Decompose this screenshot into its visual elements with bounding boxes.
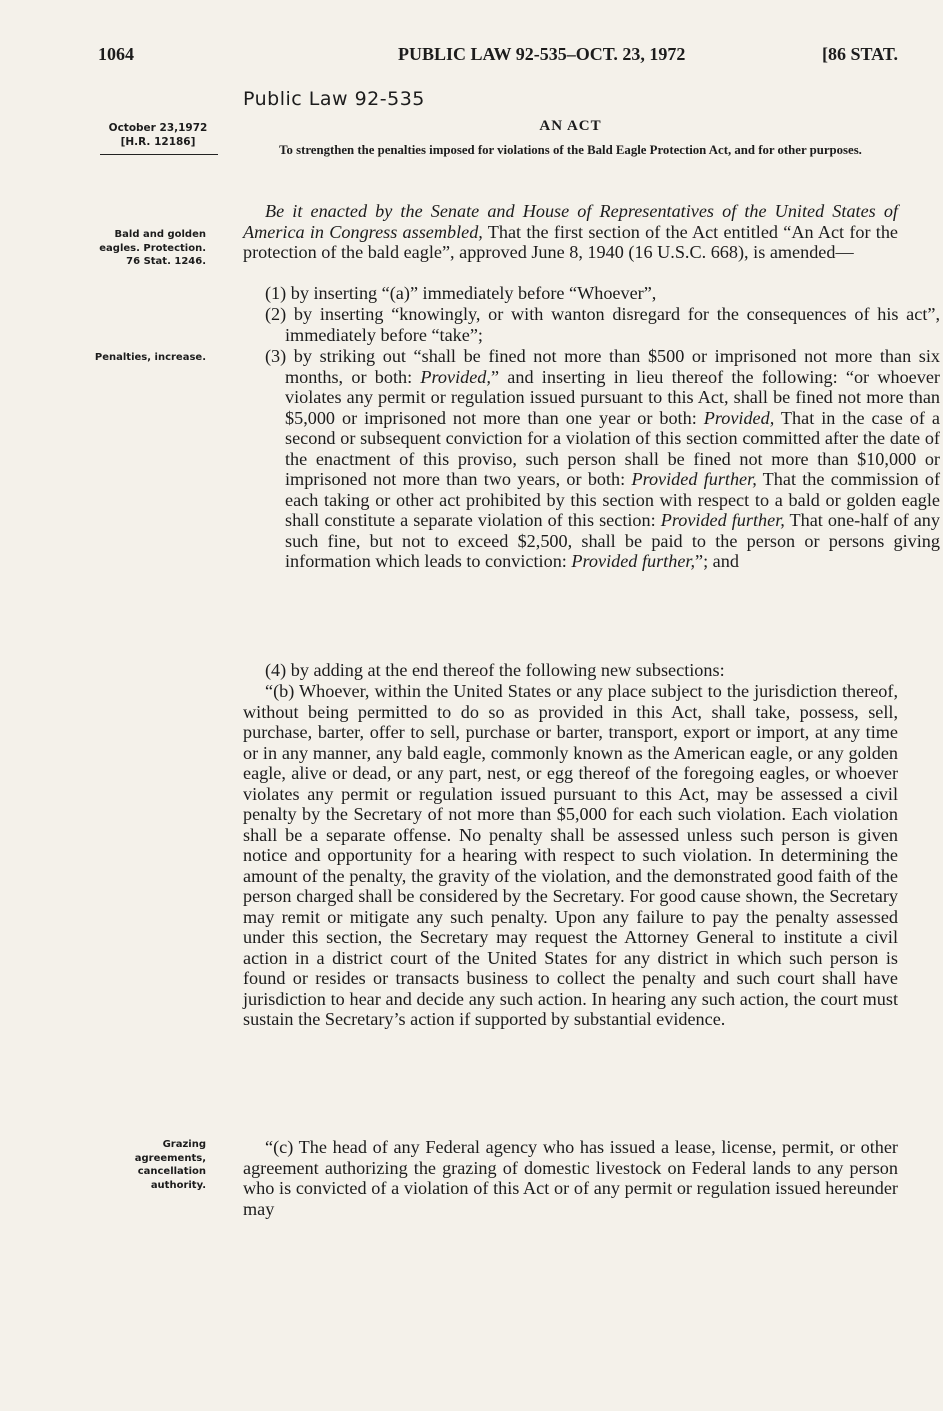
law-title: Public Law 92-535 <box>243 88 425 110</box>
proviso: Provided, <box>703 407 775 428</box>
act-heading: AN ACT <box>539 118 602 134</box>
margin-date: October 23,1972 <box>108 122 208 134</box>
proviso: Provided further, <box>571 551 695 571</box>
margin-bill-number: [H.R. 12186] <box>120 136 196 148</box>
proviso: Provided further, <box>631 469 757 489</box>
amendment-item-4: (4) by adding at the end thereof the following new subsections: <box>265 660 725 680</box>
item3-part: (3) by striking out “shall be fined not more than $500 or imprisoned not more than six months, or both: <box>265 346 940 387</box>
subsection-c: “(c) The head of any Federal agency who has issued a lease, license, permit, or other agreement authorizing the grazing of domestic livestock on Federal lands to any person who is convicted of a violation of this Act or of any permit or regulation issued hereunder may <box>243 1137 898 1219</box>
item3-part: ” and inserting in lieu thereof the following: “or whoever violates any permit or regulation issued pursuant to this Act, shall be fined not more than $5,000 or imprisoned not more than one year or both: <box>285 366 940 428</box>
enacting-clause <box>243 201 898 263</box>
proviso: Provided, <box>420 366 491 387</box>
subsection-b: “(b) Whoever, within the United States or any place subject to the jurisdiction thereof, without being permitted to do so as provided in this Act, shall take, possess, sell, purchase, barter, offer to sell, purchase or barter, transport, export or import, at any time or in any manner, any bald eagle, commonly known as the American eagle, or any golden eagle, alive or dead, or any part, nest, or egg thereof of the foregoing eagles, or whoever violates any permit or regulation issued pursuant to this Act, may be assessed a civil penalty by the Secretary of not more than $5,000 for each such violation. Each violation shall be a separate offense. No penalty shall be assessed unless such person is given notice and opportunity for a hearing with respect to such violation. In determining the amount of the penalty, the gravity of the violation, and the demonstrated good faith of the person charged shall be considered by the Secretary. For good cause shown, the Secretary may remit or mitigate any such penalty. Upon any failure to pay the penalty assessed under this section, the Secretary may request the Attorney General to institute a civil action in a district court of the United States for any district in which such person is found or resides or transacts business to collect the penalty and such court shall have jurisdiction to hear and decide any such action. In hearing any such action, the court must sustain the Secretary’s action if supported by substantial evidence. <box>243 681 898 1029</box>
proviso: Provided further, <box>660 510 785 530</box>
amendment-item-2: (2) by inserting “knowingly, or with wanton disregard for the consequences of his act”, immediately before “take”; <box>265 304 940 345</box>
statute-reference: [86 STAT. <box>821 44 898 64</box>
margin-note-grazing: Grazing agreements, cancellation authority. <box>134 1139 206 1191</box>
amendment-item-1: (1) by inserting “(a)” immediately before “Whoever”, <box>265 283 657 303</box>
act-purpose: To strengthen the penalties imposed for violations of the Bald Eagle Protection Act, and for other purposes. <box>279 143 862 157</box>
item3-part: That one-half of any such fine, but not to exceed $2,500, shall be paid to the person or persons giving information which leads to conviction: <box>285 510 940 571</box>
amendment-item-3 <box>243 346 940 572</box>
running-head: PUBLIC LAW 92-535–OCT. 23, 1972 <box>398 44 686 64</box>
margin-note-protection: Bald and golden eagles. Protection. 76 Stat. 1246. <box>99 229 206 267</box>
page-number: 1064 <box>98 44 134 64</box>
item3-part: ”; and <box>695 551 739 571</box>
margin-note-penalties: Penalties, increase. <box>94 352 206 363</box>
page-header <box>98 44 898 70</box>
enacting-text: That the first section of the Act entitled “An Act for the protection of the bald eagle”, approved June 8, 1940 (16 U.S.C. 668), is amended— <box>243 221 898 262</box>
item3-part: That the commission of each taking or other act prohibited by this section with respect to a bald or golden eagle shall constitute a separate violation of this section: <box>285 469 941 530</box>
margin-divider <box>100 154 218 155</box>
item3-part: That in the case of a second or subsequent conviction for a violation of this section committed after the date of the enactment of this proviso, such person shall be fined not more than $10,000 or imprisoned not more than two years, or both: <box>285 407 940 489</box>
enacting-formula: Be it enacted by the Senate and House of Representatives of the United States of America in Congress assembled, <box>243 201 898 242</box>
